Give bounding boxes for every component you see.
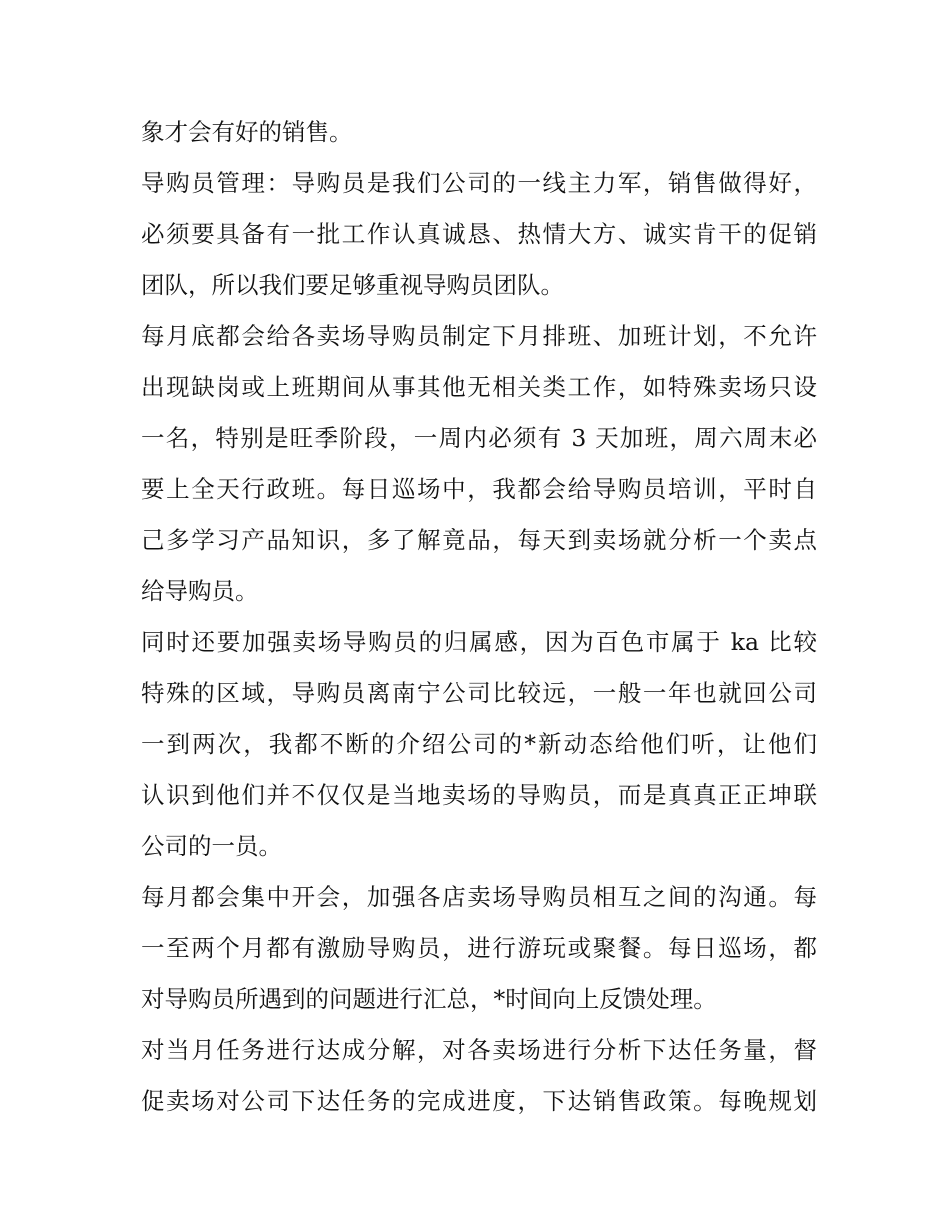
text-line: 特殊的区域，导购员离南宁公司比较远，一般一年也就回公司: [141, 679, 817, 707]
text-line: 要上全天行政班。每日巡场中，我都会给导购员培训，平时自: [141, 475, 817, 503]
text-line: 必须要具备有一批工作认真诚恳、热情大方、诚实肯干的促销: [141, 220, 817, 248]
text-line: 一至两个月都有激励导购员，进行游玩或聚餐。每日巡场，都: [141, 934, 817, 962]
text-line: 一名，特别是旺季阶段，一周内必须有 3 天加班，周六周末必: [141, 424, 817, 452]
text-line: 己多学习产品知识，多了解竟品，每天到卖场就分析一个卖点: [141, 526, 817, 554]
text-line: 同时还要加强卖场导购员的归属感，因为百色市属于 ka 比较: [141, 628, 817, 656]
text-line: 认识到他们并不仅仅是当地卖场的导购员，而是真真正正坤联: [141, 781, 817, 809]
text-line: 促卖场对公司下达任务的完成进度，下达销售政策。每晚规划: [141, 1087, 817, 1115]
text-line: 每月底都会给各卖场导购员制定下月排班、加班计划，不允许: [141, 322, 817, 350]
text-line: 对当月任务进行达成分解，对各卖场进行分析下达任务量，督: [141, 1036, 817, 1064]
text-line: 出现缺岗或上班期间从事其他无相关类工作，如特殊卖场只设: [141, 373, 817, 401]
text-line: 象才会有好的销售。: [141, 118, 353, 146]
text-line: 对导购员所遇到的问题进行汇总，*时间向上反馈处理。: [141, 985, 717, 1013]
text-line: 团队，所以我们要足够重视导购员团队。: [141, 271, 564, 299]
text-line: 一到两次，我都不断的介绍公司的*新动态给他们听，让他们: [141, 730, 817, 758]
document-body: [141, 107, 817, 1127]
text-line: 公司的一员。: [141, 832, 282, 860]
text-line: 每月都会集中开会，加强各店卖场导购员相互之间的沟通。每: [141, 883, 817, 911]
text-line: 给导购员。: [141, 577, 259, 605]
text-line: 导购员管理：导购员是我们公司的一线主力军，销售做得好，: [141, 169, 817, 197]
